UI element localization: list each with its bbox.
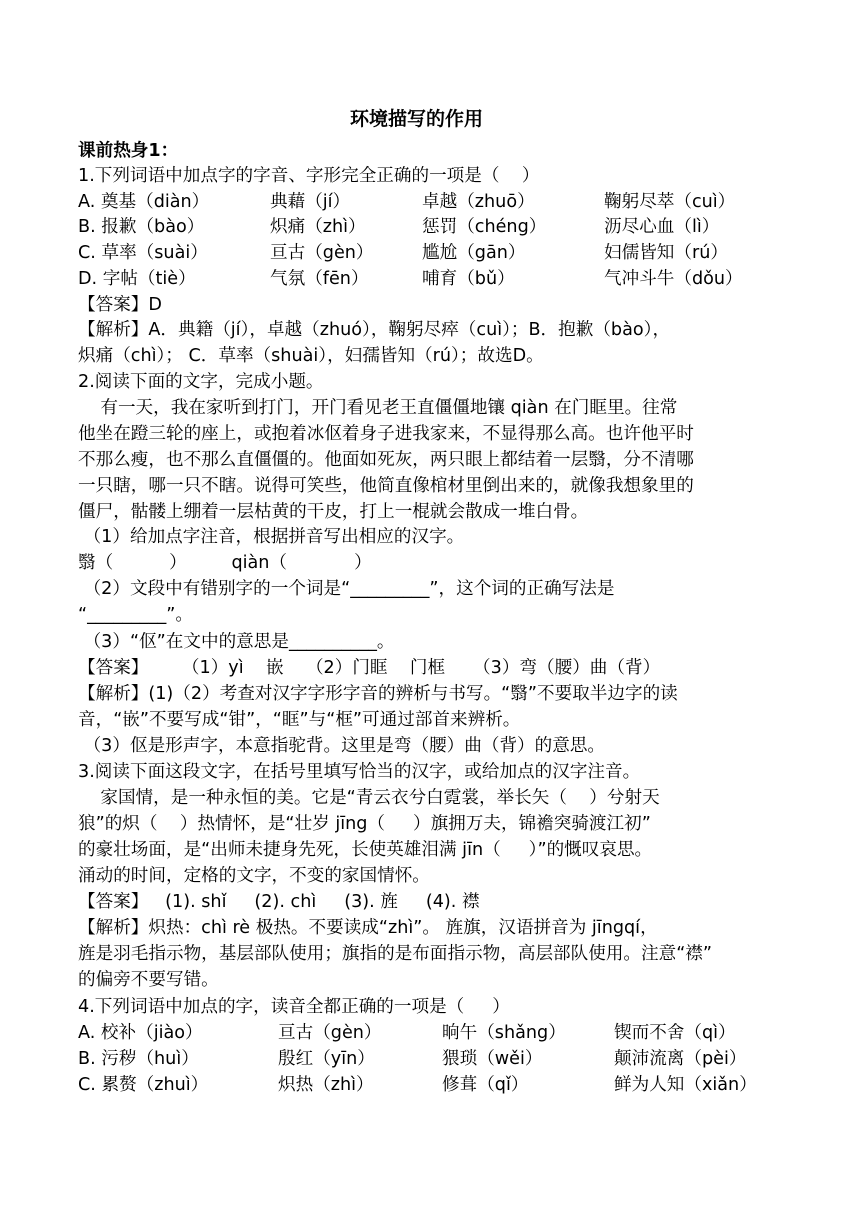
q2-analysis-line1: 【解析】(1)（2）考查对汉字字形字音的辨析与书写。“翳”不要取半边字的读 (78, 684, 678, 704)
q1-answer: 【答案】D (78, 295, 162, 315)
q4-option-b-word4: 颠沛流离（pèi） (614, 1049, 747, 1069)
q1-option-d-word2: 气氛（fēn） (270, 269, 369, 289)
q2-passage-line1: 有一天，我在家听到打门，开门看见老王直僵僵地镶 qiàn 在门眶里。往常 (78, 398, 678, 418)
warmup-heading: 课前热身1： (78, 141, 179, 161)
q1-analysis-line1: 【解析】A．典籍（jí），卓越（zhuó），鞠躬尽瘁（cuì）；B．抱歉（bào）， (78, 320, 671, 340)
q2-passage-line2: 他坐在蹬三轮的座上，或抱着冰伛着身子进我家来，不显得那么高。也许他平时 (78, 424, 694, 444)
q2-sub1-blanks: 翳（ ） qiàn（ ） (78, 553, 372, 573)
q3-passage-line4: 涌动的时间，定格的文字，不变的家国情怀。 (78, 866, 430, 886)
q1-option-c-word3: 尴尬（gān） (422, 243, 526, 263)
q1-option-c-word2: 亘古（gèn） (270, 243, 374, 263)
q2-analysis-line2: 音，“嵌”不要写成“钳”，“眶”与“框”可通过部首来辨析。 (78, 710, 521, 730)
q1-analysis-line2: 炽痛（chì）； C．草率（shuài），妇孺皆知（rú）；故选D。 (78, 346, 544, 366)
q2-sub2-continued: “_________”。 (78, 605, 193, 625)
q4-option-b: B. 污秽（huì） (78, 1049, 199, 1069)
q2-passage-line5: 僵尸，骷髅上绷着一层枯黄的干皮，打上一棍就会散成一堆白骨。 (78, 502, 589, 522)
q1-option-a-word3: 卓越（zhuō） (422, 192, 535, 212)
q3-stem: 3.阅读下面这段文字，在括号里填写恰当的汉字，或给加点的汉字注音。 (78, 762, 641, 782)
q4-option-a-word4: 锲而不舍（qì） (614, 1023, 736, 1043)
q2-passage-line4: 一只瞎，哪一只不瞎。说得可笑些，他简直像棺材里倒出来的，就像我想象里的 (78, 476, 694, 496)
q4-stem: 4.下列词语中加点的字，读音全都正确的一项是（ ） (78, 997, 510, 1017)
q4-option-c-word3: 修葺（qǐ） (442, 1075, 529, 1095)
q1-option-b-word3: 惩罚（chéng） (422, 217, 547, 237)
q1-option-d-word3: 哺育（bǔ） (422, 269, 515, 289)
q4-option-c-word2: 炽热（zhì） (278, 1075, 374, 1095)
q4-option-c: C. 累赘（zhuì） (78, 1075, 209, 1095)
q4-option-b-word2: 殷红（yīn） (278, 1049, 375, 1069)
q2-answer: 【答案】 （1）yì 嵌 （2）门眶 门框 （3）弯（腰）曲（背） (78, 658, 661, 678)
q3-analysis-line2: 旌是羽毛指示物，基层部队使用；旗指的是布面指示物，高层部队使用。注意“襟” (78, 944, 713, 964)
q4-option-a: A. 校补（jiào） (78, 1023, 203, 1043)
q4-option-c-word4: 鲜为人知（xiǎn） (614, 1075, 757, 1095)
q2-passage-line3: 不那么瘦，也不那么直僵僵的。他面如死灰，两只眼上都结着一层翳，分不清哪 (78, 450, 694, 470)
q2-analysis-line3: （3）伛是形声字，本意指驼背。这里是弯（腰）曲（背）的意思。 (78, 736, 606, 756)
q2-stem: 2.阅读下面的文字，完成小题。 (78, 372, 324, 392)
q1-option-b-word2: 炽痛（zhì） (270, 217, 366, 237)
q1-option-b-word4: 沥尽心血（lì） (604, 217, 720, 237)
q1-stem: 1.下列词语中加点字的字音、字形完全正确的一项是（ ） (78, 166, 540, 186)
q1-option-d-word4: 气冲斗牛（dǒu） (604, 269, 743, 289)
q1-option-a: A. 奠基（diàn） (78, 192, 210, 212)
q1-option-c: C. 草率（suài） (78, 243, 208, 263)
q3-passage-line1: 家国情，是一种永恒的美。它是“青云衣兮白霓裳，举长矢（ ）兮射天 (78, 788, 660, 808)
q3-answer: 【答案】 (1). shǐ (2). chì (3). 旌 (4). 襟 (78, 892, 480, 912)
q4-option-b-word3: 猥琐（wěi） (442, 1049, 543, 1069)
q4-option-a-word2: 亘古（gèn） (278, 1023, 382, 1043)
q2-sub3: （3）“伛”在文中的意思是__________。 (78, 632, 395, 652)
q3-analysis-line1: 【解析】炽热：chì rè 极热。不要读成“zhì”。 旌旗，汉语拼音为 jīngqí， (78, 918, 658, 938)
q4-option-a-word3: 晌午（shǎng） (442, 1023, 566, 1043)
q2-sub1: （1）给加点字注音，根据拼音写出相应的汉字。 (78, 527, 465, 547)
q1-option-c-word4: 妇儒皆知（rú） (604, 243, 728, 263)
q3-analysis-line3: 的偏旁不要写错。 (78, 970, 219, 990)
q3-passage-line3: 的豪壮场面，是“出师未捷身先死，长使英雄泪满 jīn（ ）”的慨叹哀思。 (78, 840, 653, 860)
q2-sub2: （2）文段中有错别字的一个词是“_________”，这个词的正确写法是 (78, 579, 615, 599)
q1-option-a-word2: 典藉（jí） (270, 192, 351, 212)
q3-passage-line2: 狼”的炽（ ）热情怀，是“壮岁 jīng（ ）旗拥万夫，锦襜突骑渡江初” (78, 814, 651, 834)
q1-option-b: B. 报歉（bào） (78, 217, 205, 237)
q1-option-d: D. 字帖（tiè） (78, 269, 196, 289)
page-title: 环境描写的作用 (350, 108, 484, 130)
q1-option-a-word4: 鞠躬尽萃（cuì） (604, 192, 736, 212)
